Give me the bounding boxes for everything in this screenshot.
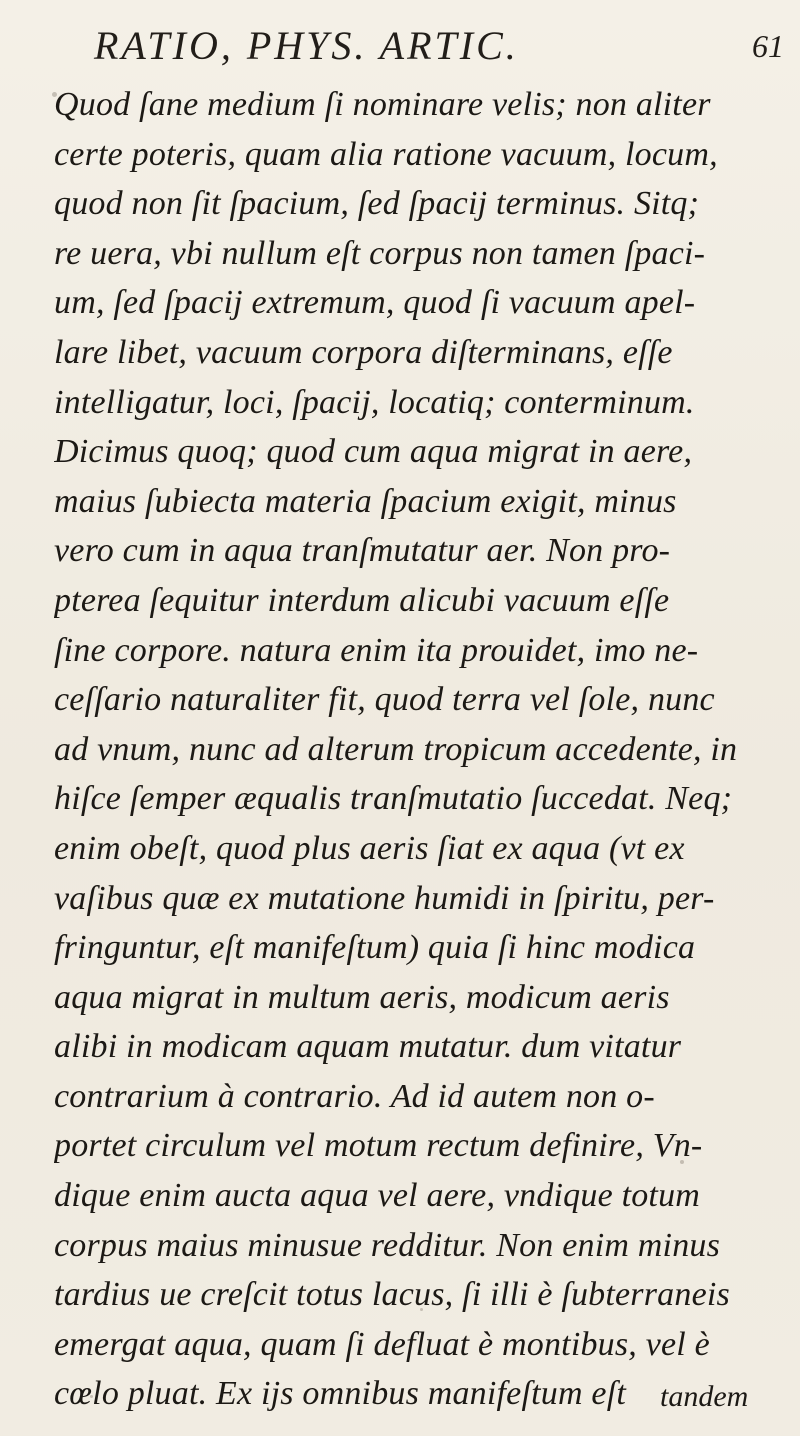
body-text [54,80,794,1419]
text-line: hiſce ſemper æqualis tranſmutatio ſuccedat. Neq; [54,780,733,818]
paper-speck [420,1308,423,1311]
text-line: emergat aqua, quam ſi defluat è montibus, vel è [54,1325,710,1363]
text-line: ad vnum, nunc ad alterum tropicum accedente, in [54,730,738,768]
text-line: cœlo pluat. Ex ijs omnibus manifeſtum eſt [54,1375,626,1413]
paper-speck [680,1160,684,1164]
text-line: ſine corpore. natura enim ita prouidet, imo ne- [54,631,699,669]
text-line: aqua migrat in multum aeris, modicum aeris [54,978,670,1016]
paper-speck [52,92,57,97]
text-line: vaſibus quæ ex mutatione humidi in ſpiritu, per- [54,879,715,917]
text-line: ceſſario naturaliter fit, quod terra vel ſole, nunc [54,681,715,719]
text-line: contrarium à contrario. Ad id autem non o- [54,1077,655,1115]
text-line: Quod ſane medium ſi nominare velis; non aliter [54,86,711,123]
text-line: pterea ſequitur interdum alicubi vacuum eſſe [54,581,670,619]
running-head: RATIO, PHYS. ARTIC. [94,23,519,68]
catchword: tandem [660,1380,749,1413]
paper-speck [90,1395,93,1398]
text-line: corpus maius minusue redditur. Non enim minus [54,1226,721,1264]
text-line: Dicimus quoq; quod cum aqua migrat in aere, [54,433,693,471]
text-line: certe poteris, quam alia ratione vacuum, locum, [54,135,718,173]
text-line: portet circulum vel motum rectum definire, Vn- [54,1127,703,1165]
text-line: um, ſed ſpacij extremum, quod ſi vacuum apel- [54,284,696,322]
text-line: re uera, vbi nullum eſt corpus non tamen ſpaci- [54,234,706,272]
text-line: fringuntur, eſt manifeſtum) quia ſi hinc modica [54,929,696,967]
page-number: 61 [752,28,784,64]
text-line: alibi in modicam aquam mutatur. dum vitatur [54,1028,682,1066]
text-line: tardius ue creſcit totus lacus, ſi illi è ſubterraneis [54,1276,730,1314]
text-line: lare libet, vacuum corpora diſterminans, eſſe [54,333,673,371]
text-line: intelligatur, loci, ſpacij, locatiq; conterminum. [54,383,695,421]
text-line: quod non ſit ſpacium, ſed ſpacij terminus. Sitq; [54,185,700,223]
text-line: enim obeſt, quod plus aeris ſiat ex aqua (vt ex [54,829,685,867]
text-line: dique enim aucta aqua vel aere, vndique totum [54,1177,701,1215]
page-header [94,14,784,74]
text-line: vero cum in aqua tranſmutatur aer. Non pro- [54,532,671,570]
text-line: maius ſubiecta materia ſpacium exigit, minus [54,482,677,520]
